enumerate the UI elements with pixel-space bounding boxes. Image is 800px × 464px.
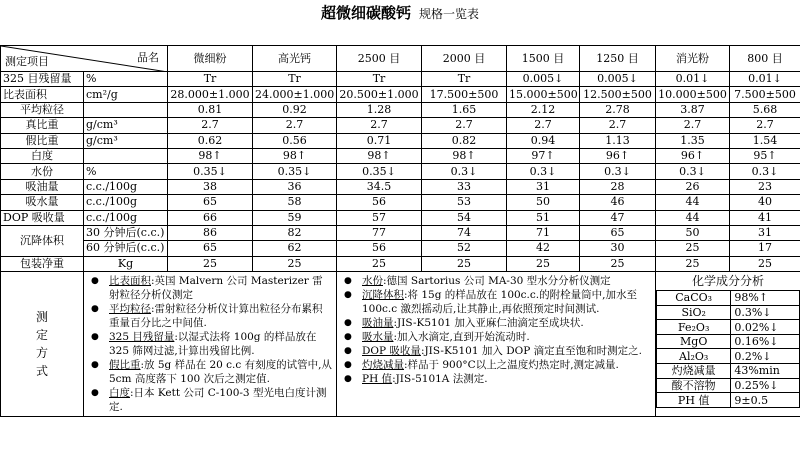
value-cell: 65: [168, 195, 253, 210]
methods-list: [340, 274, 652, 386]
value-cell: 10.000±500: [656, 87, 730, 102]
method-text: :雷射粒径分析仪计算出粒径分布累积重量百分比之中间值.: [109, 303, 323, 330]
table-row: [1, 102, 800, 117]
method-key: 比表面积: [109, 275, 151, 288]
value-cell: 30: [580, 241, 656, 256]
value-cell: 31: [507, 179, 580, 194]
chemical-table: [656, 290, 800, 408]
table-row: [657, 349, 800, 364]
value-cell: 95↑: [730, 148, 800, 163]
chemical-name: MgO: [657, 334, 731, 349]
value-cell: 0.92: [253, 102, 337, 117]
value-cell: Tr: [422, 72, 507, 87]
row-name: 吸水量: [1, 195, 84, 210]
chemical-name: CaCO₃: [657, 291, 731, 306]
method-text: :样品于 900°C以上之温度灼热定时,测定减量.: [404, 359, 619, 372]
value-cell: 0.62: [168, 133, 253, 148]
chemical-name: SiO₂: [657, 305, 731, 320]
value-cell: 52: [422, 241, 507, 256]
value-cell: 65: [168, 241, 253, 256]
chemical-name: 灼烧减量: [657, 364, 731, 379]
value-cell: 34.5: [337, 179, 422, 194]
list-item: [340, 288, 652, 316]
product-header: 2000 目: [422, 46, 507, 72]
table-row: [1, 133, 800, 148]
table-row: [1, 225, 800, 240]
row-unit: g/cm³: [84, 118, 168, 133]
table-row: [1, 72, 800, 87]
table-row: [657, 305, 800, 320]
method-text: :日本 Kett 公司 C-100-3 型光电白度计测定.: [109, 387, 327, 414]
chemical-value: 0.25%↓: [731, 378, 800, 393]
row-name: 白度: [1, 148, 84, 163]
product-header: 高光钙: [253, 46, 337, 72]
row-unit: g/cm³: [84, 133, 168, 148]
value-cell: 38: [168, 179, 253, 194]
table-row: [657, 378, 800, 393]
value-cell: 50: [507, 195, 580, 210]
row-name: 沉降体积: [1, 225, 84, 256]
product-header: 微细粉: [168, 46, 253, 72]
value-cell: 65: [580, 225, 656, 240]
chemical-name: PH 值: [657, 393, 731, 408]
value-cell: 56: [337, 241, 422, 256]
row-name: 325 目残留量: [1, 72, 84, 87]
row-unit: %: [84, 164, 168, 179]
table-row: [1, 118, 800, 133]
chemical-analysis: [656, 272, 800, 417]
method-label-char: 定: [35, 328, 48, 343]
list-item: [87, 330, 333, 358]
chemical-name: Fe₂O₃: [657, 320, 731, 335]
spec-table: [0, 45, 800, 417]
table-row: [657, 393, 800, 408]
method-key: 白度: [109, 387, 130, 400]
name-label: 品名: [137, 51, 159, 64]
chemical-value: 43%min: [731, 364, 800, 379]
value-cell: Tr: [253, 72, 337, 87]
value-cell: 86: [168, 225, 253, 240]
table-row: [1, 164, 800, 179]
row-unit: Kg: [84, 256, 168, 271]
method-key: 平均粒径: [109, 303, 151, 316]
list-item: [340, 358, 652, 372]
value-cell: 2.78: [580, 102, 656, 117]
method-key: 灼烧减量: [362, 359, 404, 372]
method-key: 325 目残留量: [109, 331, 175, 344]
list-item: [340, 372, 652, 386]
chemical-value: 0.16%↓: [731, 334, 800, 349]
value-cell: 3.87: [656, 102, 730, 117]
row-name: 水份: [1, 164, 84, 179]
table-row: [1, 87, 800, 102]
row-unit: 30 分钟后(c.c.): [84, 225, 168, 240]
methods-methods_left: [84, 272, 337, 417]
value-cell: 51: [507, 210, 580, 225]
value-cell: 28: [580, 179, 656, 194]
value-cell: 5.68: [730, 102, 800, 117]
row-name: 真比重: [1, 118, 84, 133]
chemical-value: 9±0.5: [731, 393, 800, 408]
value-cell: 0.56: [253, 133, 337, 148]
value-cell: 98↑: [168, 148, 253, 163]
method-label-char: 式: [35, 364, 48, 379]
table-row: [657, 364, 800, 379]
row-name: 假比重: [1, 133, 84, 148]
method-label-char: 方: [35, 346, 48, 361]
value-cell: 96↑: [580, 148, 656, 163]
value-cell: 2.7: [422, 118, 507, 133]
method-key: PH 值: [362, 373, 393, 386]
value-cell: 98↑: [422, 148, 507, 163]
value-cell: 0.005↓: [580, 72, 656, 87]
list-item: [87, 358, 333, 386]
value-cell: 0.3↓: [507, 164, 580, 179]
value-cell: 25: [656, 256, 730, 271]
value-cell: 2.7: [656, 118, 730, 133]
chemical-value: 0.3%↓: [731, 305, 800, 320]
value-cell: 7.500±500: [730, 87, 800, 102]
value-cell: 42: [507, 241, 580, 256]
table-row: [1, 256, 800, 271]
header-row: [1, 46, 800, 72]
value-cell: 28.000±1.000: [168, 87, 253, 102]
list-item: [87, 302, 333, 330]
table-row: [1, 195, 800, 210]
value-cell: 40: [730, 195, 800, 210]
value-cell: 98↑: [253, 148, 337, 163]
value-cell: 25: [507, 256, 580, 271]
value-cell: 54: [422, 210, 507, 225]
methods-row: [1, 272, 800, 417]
value-cell: 0.35↓: [337, 164, 422, 179]
chemical-value: 0.2%↓: [731, 349, 800, 364]
row-unit: 60 分钟后(c.c.): [84, 241, 168, 256]
value-cell: 25: [730, 256, 800, 271]
method-label-char: 测: [35, 310, 48, 325]
value-cell: 0.01↓: [656, 72, 730, 87]
product-header: 1250 目: [580, 46, 656, 72]
value-cell: 0.35↓: [253, 164, 337, 179]
row-unit: c.c./100g: [84, 195, 168, 210]
row-name: 比表面积: [1, 87, 84, 102]
value-cell: 0.81: [168, 102, 253, 117]
value-cell: 24.000±1.000: [253, 87, 337, 102]
value-cell: 12.500±500: [580, 87, 656, 102]
methods-list: [87, 274, 333, 414]
list-item: [340, 274, 652, 288]
value-cell: 1.35: [656, 133, 730, 148]
table-row: [1, 148, 800, 163]
row-unit: %: [84, 72, 168, 87]
method-text: :英国 Malvern 公司 Masterizer 雷射粒径分析仪测定: [109, 275, 323, 302]
value-cell: 1.65: [422, 102, 507, 117]
method-key: 沉降体积: [362, 289, 404, 302]
product-header: 1500 目: [507, 46, 580, 72]
value-cell: 17: [730, 241, 800, 256]
method-text: :德国 Sartorius 公司 MA-30 型水分分析仪测定: [383, 275, 611, 288]
list-item: [340, 344, 652, 358]
value-cell: 0.94: [507, 133, 580, 148]
table-row: [657, 320, 800, 335]
list-item: [87, 386, 333, 414]
value-cell: 62: [253, 241, 337, 256]
method-text: :JIS-K5101 加入亚麻仁油滴定至成块状.: [393, 317, 584, 330]
table-row: [1, 241, 800, 256]
value-cell: 71: [507, 225, 580, 240]
row-name: 平均粒径: [1, 102, 84, 117]
value-cell: 59: [253, 210, 337, 225]
value-cell: 31: [730, 225, 800, 240]
value-cell: 98↑: [337, 148, 422, 163]
value-cell: 2.7: [507, 118, 580, 133]
row-name: 吸油量: [1, 179, 84, 194]
row-unit: c.c./100g: [84, 210, 168, 225]
value-cell: 2.12: [507, 102, 580, 117]
method-key: 水份: [362, 275, 383, 288]
row-unit: cm²/g: [84, 87, 168, 102]
value-cell: Tr: [168, 72, 253, 87]
product-header: 消光粉: [656, 46, 730, 72]
value-cell: 57: [337, 210, 422, 225]
value-cell: 15.000±500: [507, 87, 580, 102]
row-unit: [84, 102, 168, 117]
value-cell: 0.3↓: [656, 164, 730, 179]
item-label: 测定项目: [5, 55, 49, 68]
title-sub: 规格一览表: [419, 7, 480, 21]
method-label-cell: [1, 272, 84, 417]
chemical-title: 化学成分分析: [691, 274, 764, 289]
value-cell: 0.3↓: [730, 164, 800, 179]
method-text: :以湿式法将 100g 的样品放在 325 筛网过滤,计算出残留比例.: [109, 331, 317, 358]
method-text: :将 15g 的样品放在 100c.c.的附栓量筒中,加水至 100c.c 激烈摇动后,让其静止,再依照预定时间测试.: [362, 289, 637, 316]
value-cell: 2.7: [580, 118, 656, 133]
method-key: DOP 吸收量: [362, 345, 421, 358]
value-cell: 25: [168, 256, 253, 271]
value-cell: 2.7: [337, 118, 422, 133]
value-cell: 74: [422, 225, 507, 240]
table-row: [1, 179, 800, 194]
chemical-name: Al₂O₃: [657, 349, 731, 364]
value-cell: 25: [253, 256, 337, 271]
chemical-value: 0.02%↓: [731, 320, 800, 335]
value-cell: 25: [422, 256, 507, 271]
method-label: [3, 272, 81, 416]
value-cell: 97↑: [507, 148, 580, 163]
value-cell: 77: [337, 225, 422, 240]
value-cell: 1.28: [337, 102, 422, 117]
method-text: :加入水滴定,直到开始流动时.: [393, 331, 530, 344]
value-cell: 41: [730, 210, 800, 225]
value-cell: 0.3↓: [580, 164, 656, 179]
table-row: [657, 291, 800, 306]
method-key: 假比重: [109, 359, 141, 372]
product-header: 2500 目: [337, 46, 422, 72]
value-cell: 36: [253, 179, 337, 194]
value-cell: 26: [656, 179, 730, 194]
method-key: 吸水量: [362, 331, 394, 344]
value-cell: 17.500±500: [422, 87, 507, 102]
value-cell: 58: [253, 195, 337, 210]
value-cell: 23: [730, 179, 800, 194]
table-row: [1, 210, 800, 225]
value-cell: 25: [656, 241, 730, 256]
list-item: [340, 330, 652, 344]
value-cell: 33: [422, 179, 507, 194]
value-cell: 25: [337, 256, 422, 271]
value-cell: 0.71: [337, 133, 422, 148]
value-cell: 0.3↓: [422, 164, 507, 179]
value-cell: 25: [580, 256, 656, 271]
value-cell: 0.01↓: [730, 72, 800, 87]
method-text: :JIS-5101A 法测定.: [392, 373, 488, 386]
title-main: 超微细碳酸钙: [320, 4, 411, 22]
product-header: 800 目: [730, 46, 800, 72]
value-cell: 46: [580, 195, 656, 210]
header-diagonal-cell: [1, 46, 168, 72]
value-cell: 2.7: [253, 118, 337, 133]
value-cell: 56: [337, 195, 422, 210]
value-cell: 50: [656, 225, 730, 240]
method-key: 吸油量: [362, 317, 394, 330]
method-text: :放 5g 样品在 20 c.c 有刻度的试管中,从 5cm 高度落下 100 次后之测定值.: [109, 359, 332, 386]
value-cell: 2.7: [730, 118, 800, 133]
value-cell: 96↑: [656, 148, 730, 163]
page-title: [0, 2, 800, 24]
value-cell: 0.82: [422, 133, 507, 148]
row-unit: c.c./100g: [84, 179, 168, 194]
chemical-name: 酸不溶物: [657, 378, 731, 393]
table-row: [657, 334, 800, 349]
row-name: DOP 吸收量: [1, 210, 84, 225]
value-cell: 1.13: [580, 133, 656, 148]
list-item: [87, 274, 333, 302]
value-cell: 44: [656, 195, 730, 210]
value-cell: 0.35↓: [168, 164, 253, 179]
value-cell: 0.005↓: [507, 72, 580, 87]
value-cell: 47: [580, 210, 656, 225]
chemical-value: 98%↑: [731, 291, 800, 306]
row-unit: [84, 148, 168, 163]
methods-methods_right: [337, 272, 656, 417]
value-cell: 53: [422, 195, 507, 210]
value-cell: 2.7: [168, 118, 253, 133]
value-cell: Tr: [337, 72, 422, 87]
value-cell: 44: [656, 210, 730, 225]
value-cell: 82: [253, 225, 337, 240]
method-text: :JIS-K5101 加入 DOP 滴定直至饱和时测定之.: [420, 345, 642, 358]
spec-body: [1, 46, 800, 417]
row-name: 包装净重: [1, 256, 84, 271]
list-item: [340, 316, 652, 330]
value-cell: 66: [168, 210, 253, 225]
value-cell: 20.500±1.000: [337, 87, 422, 102]
value-cell: 1.54: [730, 133, 800, 148]
